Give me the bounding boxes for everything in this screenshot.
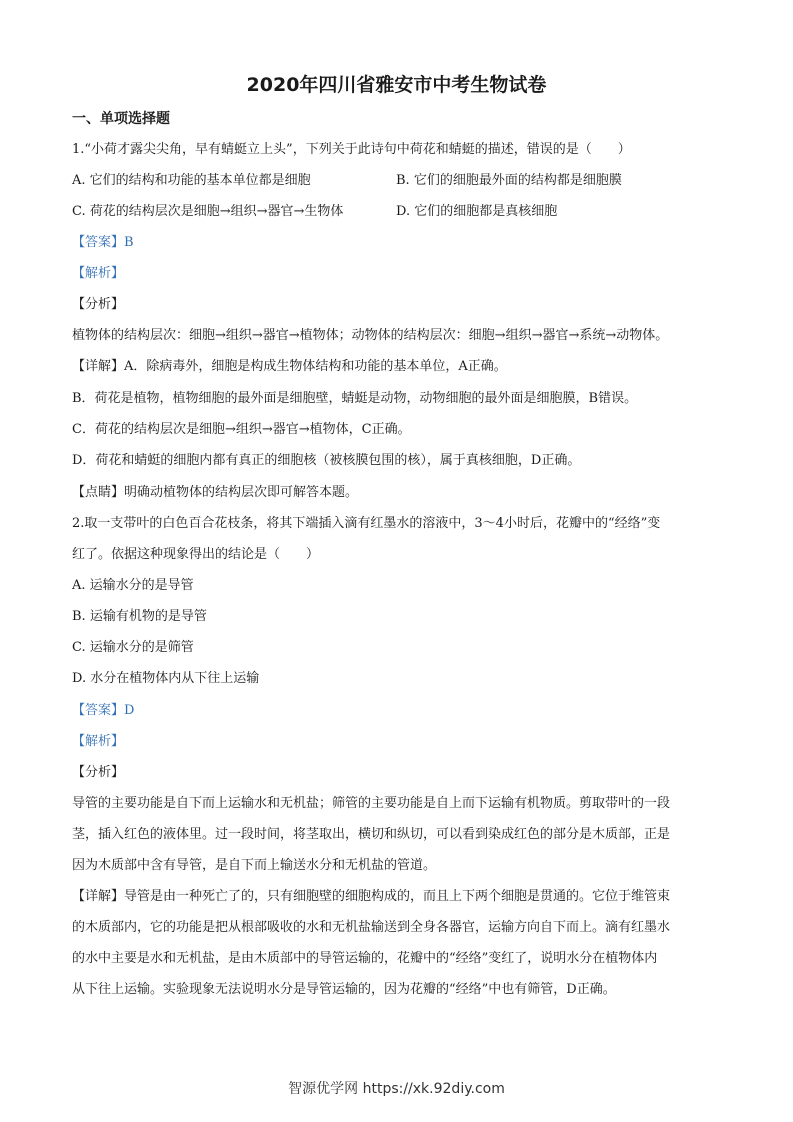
q1-option-c: C. 荷花的结构层次是细胞→组织→器官→生物体 (72, 204, 344, 219)
q1-jiexi-label: 【解析】 (72, 266, 125, 281)
q2-fenxi-label: 【分析】 (72, 765, 125, 780)
q1-option-a: A. 它们的结构和功能的基本单位都是细胞 (72, 173, 311, 188)
q1-stem: 1.“小荷才露尖尖角，早有蜻蜓立上头”，下列关于此诗句中荷花和蜻蜓的描述，错误的是（ ） (72, 142, 631, 157)
q1-analysis: 植物体的结构层次：细胞→组织→器官→植物体；动物体的结构层次：细胞→组织→器官→系统→动物体。 (72, 328, 669, 343)
q1-option-d: D. 它们的细胞都是真核细胞 (396, 204, 558, 219)
q2-option-b: B. 运输有机物的是导管 (72, 609, 207, 624)
section-heading: 一、单项选择题 (72, 111, 170, 127)
q2-answer: 【答案】D (72, 703, 135, 718)
q1-detail-b: B．荷花是植物，植物细胞的最外面是细胞壁，蜻蜓是动物，动物细胞的最外面是细胞膜，B错误。 (72, 391, 638, 406)
q2-jiexi-label: 【解析】 (72, 734, 125, 749)
q2-detail-line3: 的水中主要是水和无机盐，是由木质部中的导管运输的，花瓣中的“经络”变红了，说明水分在植物体内 (72, 951, 658, 966)
q2-stem-line1: 2.取一支带叶的白色百合花枝条，将其下端插入滴有红墨水的溶液中，3～4小时后，花瓣中的“经络”变 (72, 516, 661, 531)
q1-option-b: B. 它们的细胞最外面的结构都是细胞膜 (396, 173, 622, 188)
page-title: 2020年四川省雅安市中考生物试卷 (246, 74, 547, 96)
q2-detail-line4: 从下往上运输。实验现象无法说明水分是导管运输的，因为花瓣的“经络”中也有筛管，D正确。 (72, 982, 616, 997)
q2-stem-line2: 红了。依据这种现象得出的结论是（ ） (72, 547, 320, 562)
q2-detail-line2: 的木质部内，它的功能是把从根部吸收的水和无机盐输送到全身各器官，运输方向自下而上。滴有红墨水 (72, 920, 671, 935)
q2-analysis-line3: 因为木质部中含有导管，是自下而上输送水分和无机盐的管道。 (72, 858, 437, 873)
q2-option-c: C. 运输水分的是筛管 (72, 640, 194, 655)
q1-answer: 【答案】B (72, 235, 134, 250)
q1-detail-a: 【详解】A．除病毒外，细胞是构成生物体结构和功能的基本单位，A正确。 (72, 359, 507, 374)
q2-detail-line1: 【详解】导管是由一种死亡了的，只有细胞壁的细胞构成的，而且上下两个细胞是贯通的。它位于维管束 (72, 889, 671, 904)
q2-option-d: D. 水分在植物体内从下往上运输 (72, 671, 260, 686)
q2-analysis-line2: 茎，插入红色的液体里。过一段时间，将茎取出，横切和纵切，可以看到染成红色的部分是木质部，正是 (72, 827, 671, 842)
footer-watermark[interactable]: 智源优学网 https://xk.92diy.com (288, 1081, 505, 1097)
q2-option-a: A. 运输水分的是导管 (72, 578, 194, 593)
q1-dianjing: 【点睛】明确动植物体的结构层次即可解答本题。 (72, 485, 359, 500)
q1-fenxi-label: 【分析】 (72, 297, 125, 312)
q1-detail-d: D．荷花和蜻蜓的细胞内都有真正的细胞核（被核膜包围的核），属于真核细胞，D正确。 (72, 453, 581, 468)
q1-detail-c: C．荷花的结构层次是细胞→组织→器官→植物体，C正确。 (72, 422, 411, 437)
q2-analysis-line1: 导管的主要功能是自下而上运输水和无机盐；筛管的主要功能是自上而下运输有机物质。剪取带叶的一段 (72, 796, 671, 811)
